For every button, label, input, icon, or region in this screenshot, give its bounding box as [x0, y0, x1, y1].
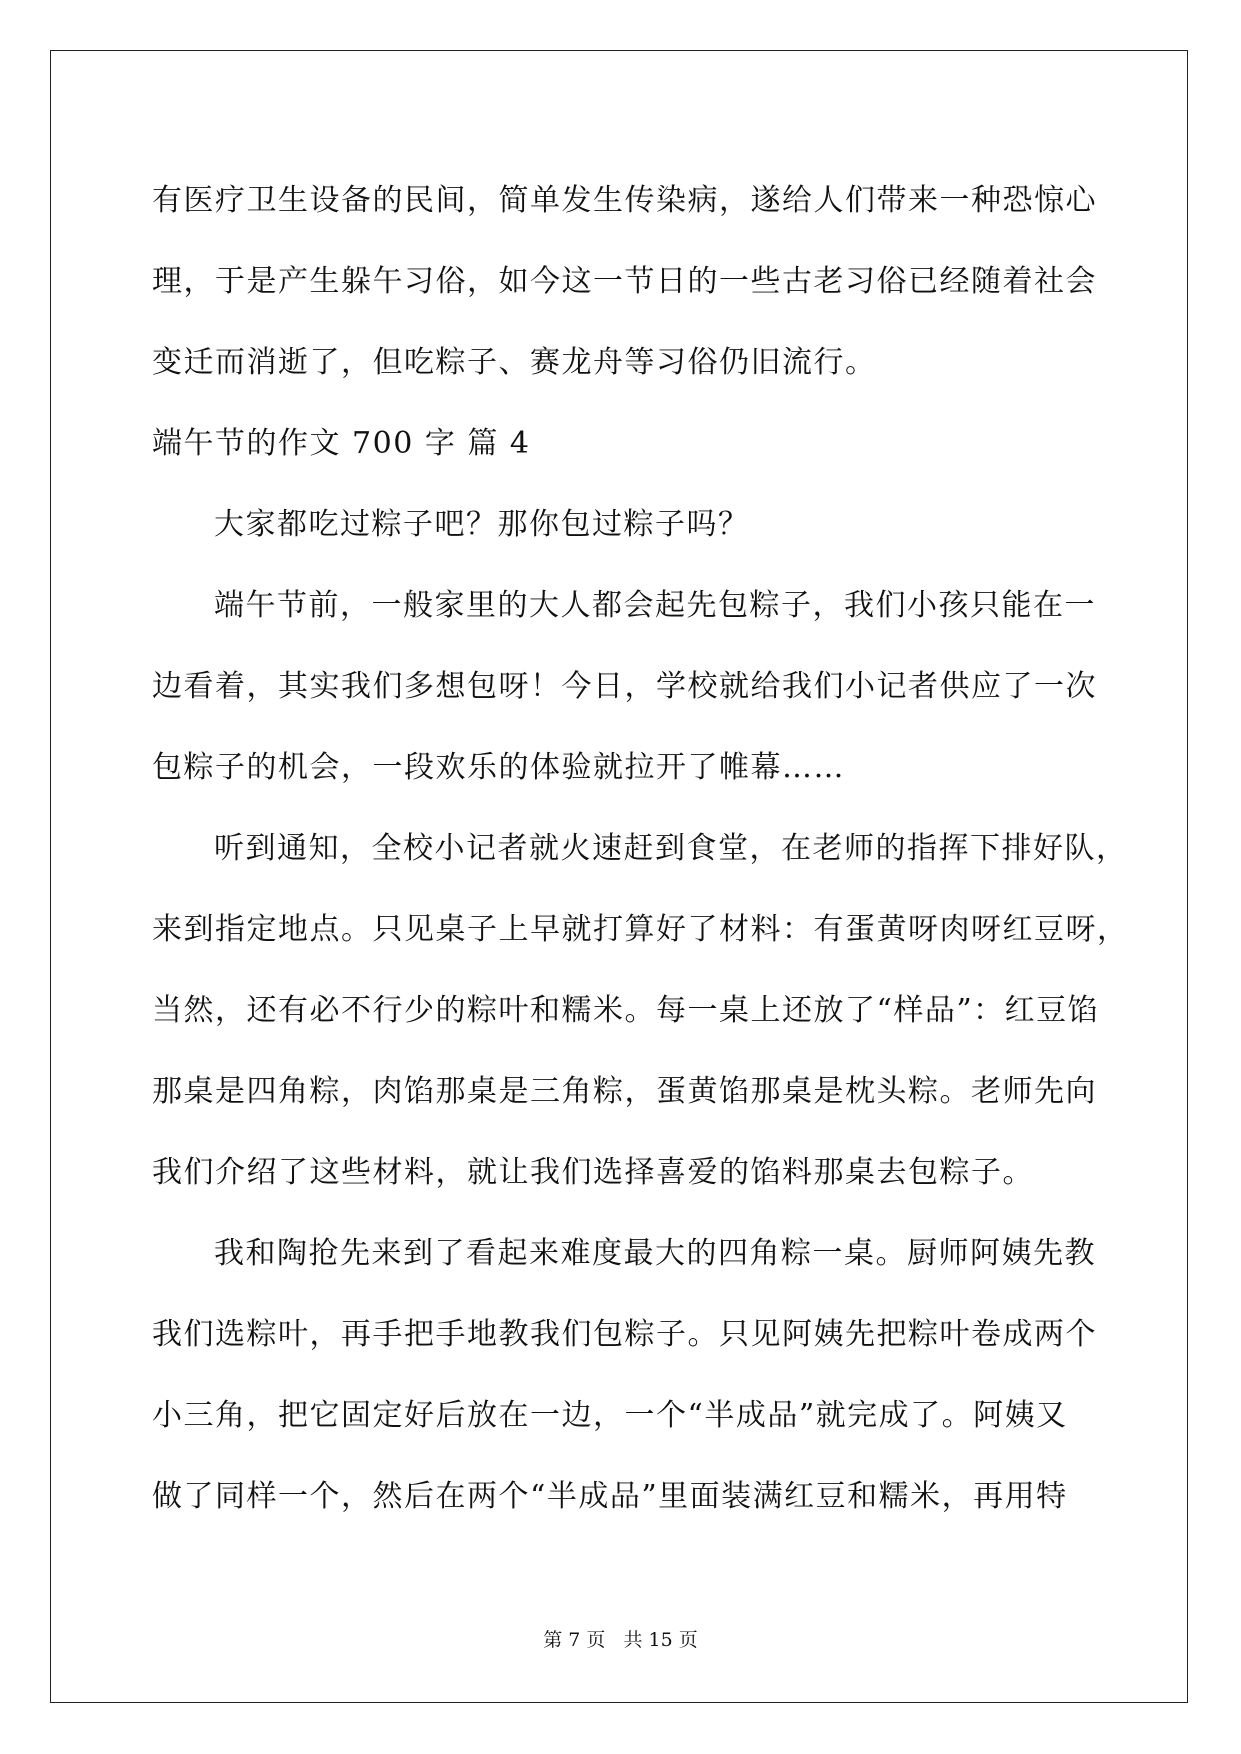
- text-line: 变迁而消逝了，但吃粽子、赛龙舟等习俗仍旧流行。: [152, 345, 877, 380]
- text-line: 当然，还有必不行少的粽叶和糯米。每一桌上还放了“样品”：红豆馅: [152, 993, 1100, 1028]
- text-line: 我们介绍了这些材料，就让我们选择喜爱的馅料那桌去包粽子。: [152, 1155, 1034, 1190]
- section-heading: 端午节的作文 700 字 篇 4: [152, 426, 531, 461]
- text-line: 理，于是产生躲午习俗，如今这一节日的一些古老习俗已经随着社会: [152, 264, 1097, 299]
- text-line: 来到指定地点。只见桌子上早就打算好了材料：有蛋黄呀肉呀红豆呀，: [152, 912, 1129, 947]
- text-line: 听到通知，全校小记者就火速赶到食堂，在老师的指挥下排好队，: [214, 831, 1128, 866]
- document-body: [152, 160, 1129, 1537]
- text-line: 有医疗卫生设备的民间，简单发生传染病，遂给人们带来一种恐惊心: [152, 183, 1097, 218]
- text-line: 小三角，把它固定好后放在一边，一个“半成品”就完成了。阿姨又: [152, 1398, 1068, 1433]
- page-total: 共 15 页: [623, 1629, 698, 1651]
- text-line: 做了同样一个，然后在两个“半成品”里面装满红豆和糯米，再用特: [152, 1479, 1068, 1514]
- text-line: 大家都吃过粽子吧？那你包过粽子吗？: [214, 507, 750, 542]
- text-line: 端午节前，一般家里的大人都会起先包粽子，我们小孩只能在一: [214, 588, 1096, 623]
- text-line: 边看着，其实我们多想包呀！今日，学校就给我们小记者供应了一次: [152, 669, 1097, 704]
- text-line: 包粽子的机会，一段欢乐的体验就拉开了帷幕……: [152, 750, 845, 785]
- text-line: 我们选粽叶，再手把手地教我们包粽子。只见阿姨先把粽叶卷成两个: [152, 1317, 1097, 1352]
- page-number: 第 7 页: [543, 1629, 606, 1651]
- text-line: 那桌是四角粽，肉馅那桌是三角粽，蛋黄馅那桌是枕头粽。老师先向: [152, 1074, 1097, 1109]
- page-footer: [0, 1625, 1241, 1652]
- text-line: 我和陶抢先来到了看起来难度最大的四角粽一桌。厨师阿姨先教: [214, 1236, 1096, 1271]
